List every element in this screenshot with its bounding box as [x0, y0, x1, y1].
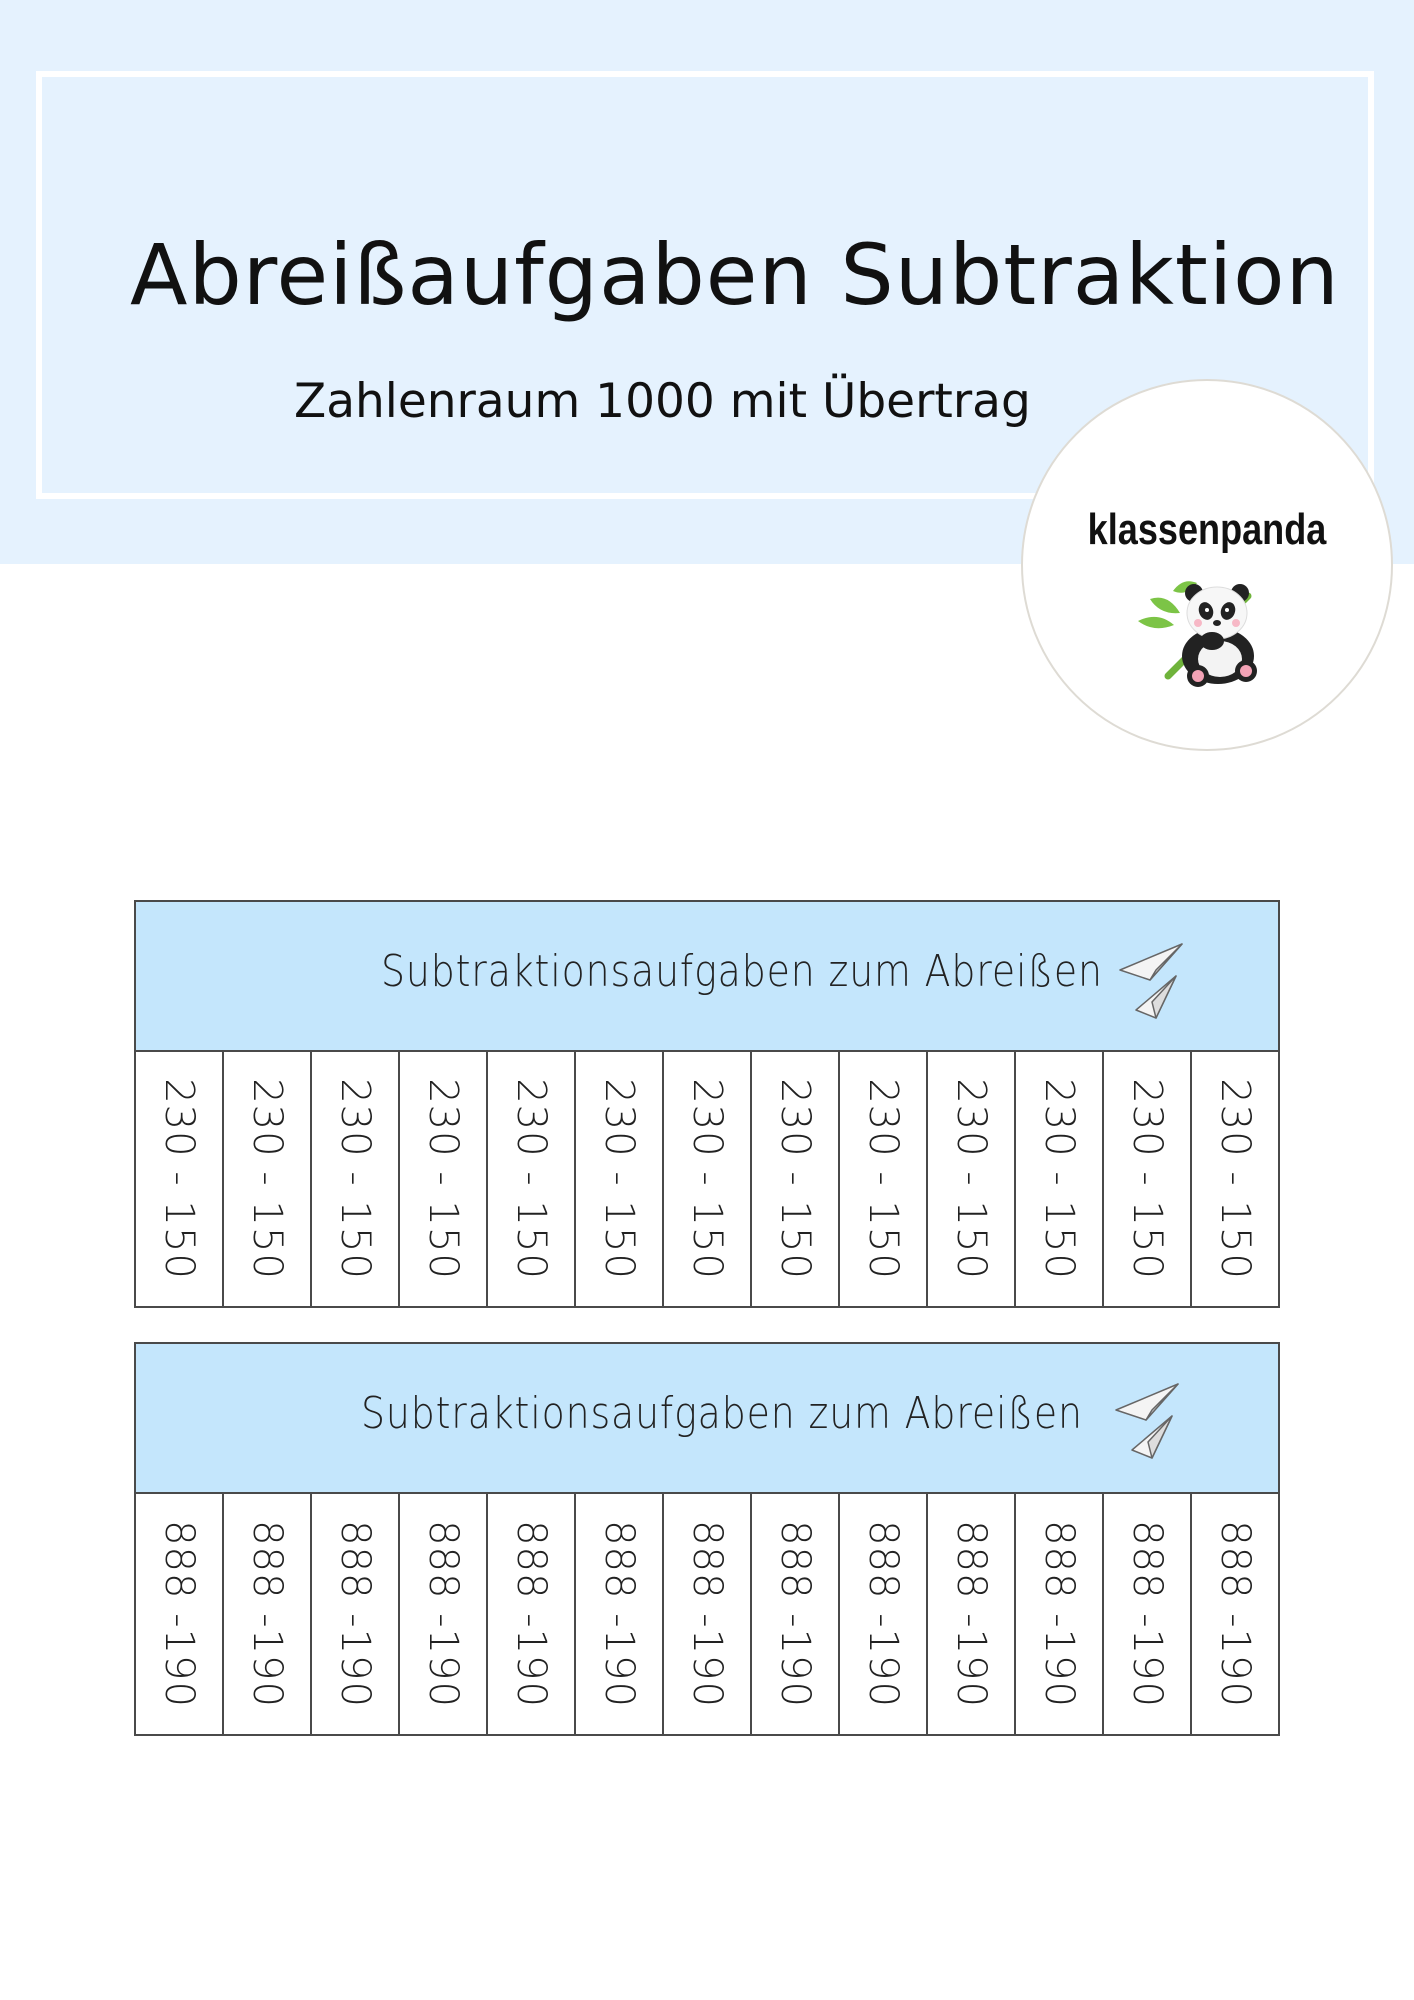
- tab-label: 888 -190: [244, 1520, 290, 1708]
- tear-off-tab[interactable]: [488, 1494, 576, 1734]
- tear-off-tab[interactable]: [400, 1494, 488, 1734]
- page-title: Abreißaufgaben Subtraktion: [130, 226, 1340, 324]
- tear-off-tab[interactable]: [840, 1052, 928, 1306]
- tab-label: 230 - 150: [860, 1078, 906, 1280]
- tab-label: 230 - 150: [596, 1078, 642, 1280]
- tab-row: [136, 1052, 1278, 1306]
- tab-label: 888 -190: [684, 1520, 730, 1708]
- tab-label: 230 - 150: [1124, 1078, 1170, 1280]
- tab-row: [136, 1494, 1278, 1734]
- tear-off-tab[interactable]: [224, 1052, 312, 1306]
- tab-label: 888 -190: [948, 1520, 994, 1708]
- tear-off-tab[interactable]: [928, 1052, 1016, 1306]
- tab-label: 230 - 150: [508, 1078, 554, 1280]
- tear-off-tab[interactable]: [488, 1052, 576, 1306]
- tear-off-tab[interactable]: [312, 1494, 400, 1734]
- tear-off-tab[interactable]: [1104, 1052, 1192, 1306]
- tear-off-tab[interactable]: [136, 1052, 224, 1306]
- tab-label: 230 - 150: [684, 1078, 730, 1280]
- tab-label: 230 - 150: [244, 1078, 290, 1280]
- tab-label: 230 - 150: [332, 1078, 378, 1280]
- tab-label: 230 - 150: [1212, 1078, 1258, 1280]
- tear-off-tab[interactable]: [752, 1494, 840, 1734]
- tear-off-tab[interactable]: [576, 1494, 664, 1734]
- tear-off-tab[interactable]: [840, 1494, 928, 1734]
- tab-label: 888 -190: [1212, 1520, 1258, 1708]
- strip-header: [136, 1344, 1278, 1494]
- paper-plane-icon: [1112, 1380, 1182, 1462]
- tear-off-tab[interactable]: [1192, 1494, 1278, 1734]
- tab-label: 888 -190: [1124, 1520, 1170, 1708]
- tab-label: 888 -190: [772, 1520, 818, 1708]
- tab-label: 230 - 150: [948, 1078, 994, 1280]
- strip-title: Subtraktionsaufgaben zum Abreißen: [361, 1388, 1083, 1439]
- strip-title: Subtraktionsaufgaben zum Abreißen: [381, 946, 1103, 997]
- tab-label: 888 -190: [1036, 1520, 1082, 1708]
- tab-label: 230 - 150: [772, 1078, 818, 1280]
- tab-label: 888 -190: [860, 1520, 906, 1708]
- page-subtitle: Zahlenraum 1000 mit Übertrag: [294, 374, 1031, 429]
- tear-off-tab[interactable]: [400, 1052, 488, 1306]
- tab-label: 888 -190: [596, 1520, 642, 1708]
- logo-text: klassenpanda: [1087, 505, 1327, 554]
- logo-badge: [1021, 379, 1393, 751]
- tab-label: 230 - 150: [420, 1078, 466, 1280]
- tear-off-tab[interactable]: [928, 1494, 1016, 1734]
- paper-plane-icon: [1116, 940, 1186, 1022]
- tear-off-strip-2: [134, 1342, 1280, 1736]
- tear-off-tab[interactable]: [136, 1494, 224, 1734]
- tear-off-tab[interactable]: [664, 1052, 752, 1306]
- tear-off-tab[interactable]: [664, 1494, 752, 1734]
- tear-off-tab[interactable]: [1104, 1494, 1192, 1734]
- tab-label: 888 -190: [332, 1520, 378, 1708]
- panda-with-bamboo-icon: [1128, 571, 1288, 691]
- tear-off-tab[interactable]: [224, 1494, 312, 1734]
- tear-off-tab[interactable]: [312, 1052, 400, 1306]
- strip-header: [136, 902, 1278, 1052]
- tear-off-tab[interactable]: [1192, 1052, 1278, 1306]
- tab-label: 230 - 150: [1036, 1078, 1082, 1280]
- tab-label: 230 - 150: [156, 1078, 202, 1280]
- tab-label: 888 -190: [156, 1520, 202, 1708]
- tear-off-tab[interactable]: [1016, 1052, 1104, 1306]
- tear-off-tab[interactable]: [1016, 1494, 1104, 1734]
- tear-off-tab[interactable]: [752, 1052, 840, 1306]
- tear-off-strip-1: [134, 900, 1280, 1308]
- tab-label: 888 -190: [508, 1520, 554, 1708]
- tear-off-tab[interactable]: [576, 1052, 664, 1306]
- tab-label: 888 -190: [420, 1520, 466, 1708]
